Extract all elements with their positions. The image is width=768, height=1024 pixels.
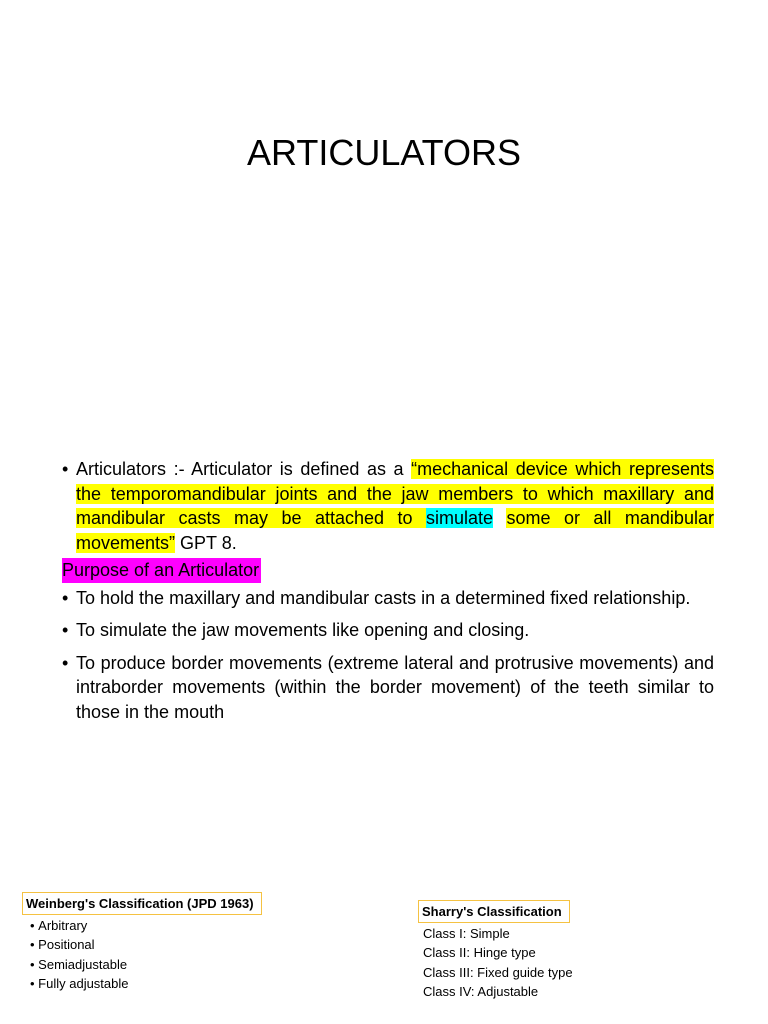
list-item: Class IV: Adjustable (423, 984, 539, 1000)
definition-quote-part2: some or all mandibular movements” (76, 508, 714, 553)
sharry-title: Sharry's Classification (418, 900, 570, 923)
purpose-item: • To hold the maxillary and mandibular casts in a determined fixed relationship. (62, 586, 714, 611)
list-item: • Fully adjustable (22, 974, 262, 993)
list-item: • Arbitrary (22, 916, 262, 935)
list-item: • Positional (22, 935, 262, 954)
definition-bullet (62, 457, 714, 555)
main-content (62, 457, 714, 724)
weinberg-classification (22, 892, 262, 994)
definition-space (413, 508, 426, 528)
list-item: Class II: Hinge type (423, 945, 536, 961)
list-item: Class I: Simple (423, 926, 510, 941)
definition-source: GPT 8. (175, 532, 237, 553)
list-item: Class III: Fixed guide type (423, 964, 573, 980)
weinberg-title: Weinberg's Classification (JPD 1963) (22, 892, 262, 915)
purpose-item: • To produce border movements (extreme lateral and protrusive movements) and intraborder movements (within the border movement) of the teeth similar to those in the mouth (62, 651, 714, 725)
page-title: ARTICULATORS (246, 132, 522, 173)
definition-simulate: simulate (425, 508, 493, 528)
definition-lead: Articulators :- Articulator is defined as a (76, 459, 412, 479)
purpose-heading: Purpose of an Articulator (62, 558, 261, 583)
purpose-item: • To simulate the jaw movements like opening and closing. (62, 618, 714, 643)
definition-quote-part1: “mechanical device which represents the temporomandibular joints and the jaw members to which maxillary and mandibular casts may be attached to (76, 459, 714, 528)
weinberg-list (22, 916, 262, 994)
sharry-classification (418, 900, 573, 1002)
list-item: • Semiadjustable (22, 955, 262, 974)
sharry-list (418, 924, 573, 1002)
